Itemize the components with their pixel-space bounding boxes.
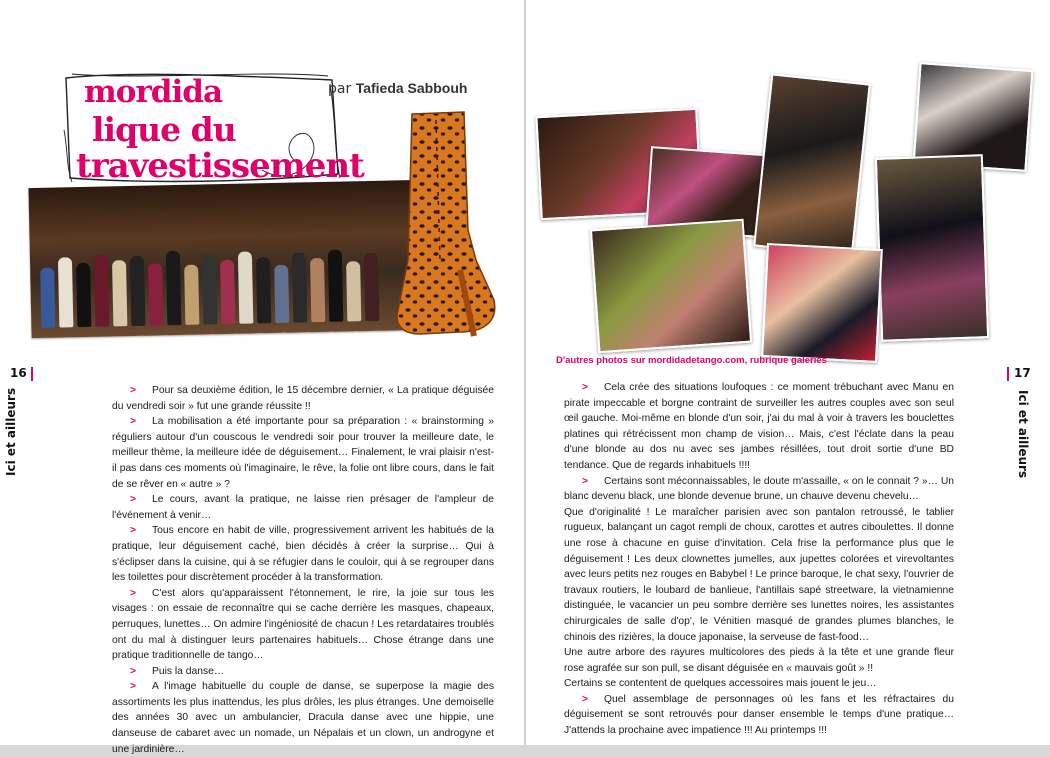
byline bbox=[328, 80, 467, 97]
photo-tango-couple bbox=[753, 73, 871, 256]
page-number-bar bbox=[1007, 367, 1009, 381]
paragraph: > Tous encore en habit de ville, progressivement arrivent les habitués de la pratique, leur déguisement caché, bien décidés à créer la surprise… Qui à s'éclipser dans la cuisine, qui à se réfugier dans le couloir, qui à se regrouper dans les toilettes pour discrètement procéder à la transformation. bbox=[112, 525, 494, 584]
paragraph: > A l'image habituelle du couple de danse, se superpose la magie des assortiments les plus inattendus, les plus drôles, les plus étranges. Une demoiselle des années 30 avec un ambulancier, Dracula danse avec une hippie, une danseuse de cabaret avec un nomade, un Népalais et un clown, un androgyne et une jardinière… bbox=[112, 681, 494, 755]
page-number-left: 16 bbox=[10, 366, 27, 380]
photo-prince-dancer bbox=[875, 154, 989, 342]
leopard-boot-image bbox=[390, 110, 500, 340]
paragraph: > Cela crée des situations loufoques : ce moment trébuchant avec Manu en pirate impeccable et borgne contraint de surveiller les autres couples avec son seul œil gauche. Moi-même en blonde d'un soir, j'ai du mal à voir à travers les bouclettes platines qui rétrécissent mon champ de vision… Mais, c'est l'éclate dans la peau d'une blonde au dos nu avec ses jambes résillées, tout droit sortie d'une BD tendance. Que de regards inhabituels !!!! bbox=[564, 382, 954, 471]
paragraph: Certains se contentent de quelques accessoires mais jouent le jeu… bbox=[564, 678, 877, 690]
photo-vegetable-seller bbox=[590, 219, 752, 353]
left-page bbox=[0, 0, 524, 755]
left-body-text bbox=[112, 383, 494, 757]
right-body-text bbox=[564, 380, 954, 739]
group-photo bbox=[28, 180, 423, 338]
photo-pirate-clown bbox=[761, 243, 883, 363]
paragraph: > Certains sont méconnaissables, le doute m'assaille, « on le connait ? »… Un blanc devenu black, une blonde devenue brune, un chauve devenu chevelu… bbox=[564, 475, 954, 503]
byline-author: Tafieda Sabbouh bbox=[355, 80, 468, 96]
paragraph: Une autre arbore des rayures multicolores des pieds à la tête et une grande fleur rose agrafée sur son pull, se disant déguisée en « mauvais goût » !! bbox=[564, 647, 954, 674]
page-number-right: 17 bbox=[1014, 366, 1031, 380]
paragraph: > La mobilisation a été importante pour sa préparation : « brainstorming » réguliers autour d'un couscous le vendredi soir pour trouver la meilleure date, le meilleur thème, la meilleure idée de déguisement… Finalement, le vrai plaisir n'est-il pas dans ces moments où l'imaginaire, le rêve, la folie ont libre cours, dans le fait de se rêver en « autre » ? bbox=[112, 416, 494, 490]
title-line-3: travestissement bbox=[76, 146, 364, 186]
paragraph: > Quel assemblage de personnages où les fans et les réfractaires du déguisement se sont retrouvés pour danser ensemble le temps d'une pratique… J'attends la prochaine avec impatience !!! Au printemps !!! bbox=[564, 693, 954, 737]
paragraph: > Le cours, avant la pratique, ne laisse rien présager de l'ampleur de l'événement à venir… bbox=[112, 494, 494, 521]
right-page bbox=[526, 0, 1050, 745]
paragraph: > Pour sa deuxième édition, le 15 décembre dernier, « La pratique déguisée du vendredi soir » fut une grande réussite !! bbox=[112, 385, 494, 412]
article-title bbox=[62, 70, 364, 188]
page-number-bar bbox=[31, 367, 33, 381]
title-line-2: lique du bbox=[92, 110, 236, 149]
paragraph: Que d'originalité ! Le maraîcher parisien avec son pantalon retroussé, le tablier rugueux, balançant un cagot rempli de choux, carottes et autres ciboulettes. Il donne une rose à chacune en guise d'invitation. Cela frise la performance plus que le déguisement ! Les deux clownettes jumelles, aux jupettes colorées et virevoltantes avec leurs petits nez rouges en Babybel ! Le prince baroque, le chat sexy, l'ouvrier de travaux routiers, le loubard de banlieue, l'antillais sapé streetware, la vietnamienne distinguée, le vacancier un peu sombre derrière ses lunettes noires, les assistantes chirurgicales de salle d'op', le Vénitien masqué de grandes plumes blanches, le chinois des rizières, la douce japonaise, la serveuse de fast-food… bbox=[564, 506, 954, 643]
byline-prefix: par bbox=[328, 81, 352, 97]
paragraph: > Puis la danse… bbox=[130, 665, 225, 677]
section-label-right: Ici et ailleurs bbox=[1016, 390, 1030, 479]
section-label-left: Ici et ailleurs bbox=[4, 387, 18, 476]
photo-caption: D'autres photos sur mordidadetango.com, rubrique galeries bbox=[556, 355, 827, 366]
paragraph: > C'est alors qu'apparaissent l'étonnement, le rire, la joie sur tous les visages : on essaie de reconnaître qui se cache derrière les masques, chapeaux, perruques, lunettes… On admire l'ingéniosité de chacun ! Les retardataires troublés ont du mal à distinguer leurs partenaires habituels… Chose étrange dans une pratique traditionnelle de tango… bbox=[112, 587, 494, 662]
title-line-1: mordida bbox=[84, 74, 223, 110]
